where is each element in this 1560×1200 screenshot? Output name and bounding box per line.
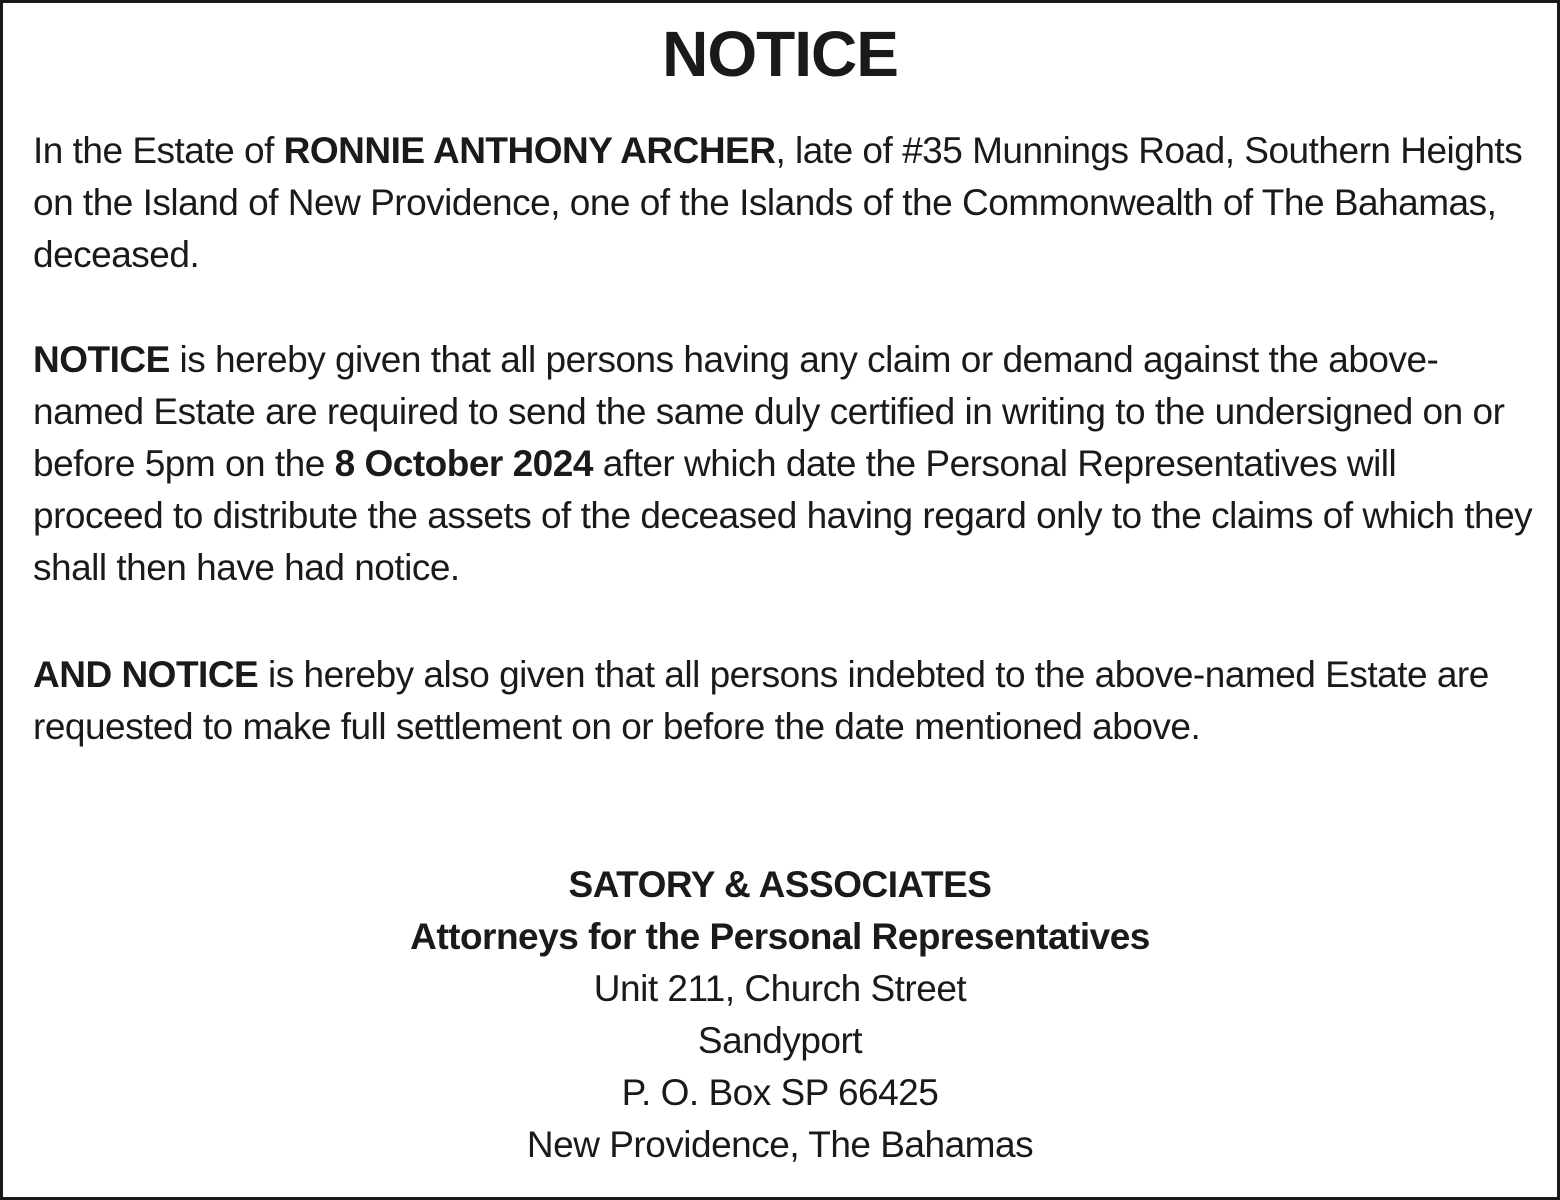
address-line-area: Sandyport: [697, 1020, 863, 1061]
debts-notice-lead: AND NOTICE: [33, 654, 259, 695]
address-line-street: Unit 211, Church Street: [593, 968, 967, 1009]
address-line-po-box: P. O. Box SP 66425: [621, 1072, 939, 1113]
address-line-country: New Providence, The Bahamas: [526, 1124, 1034, 1165]
firm-role: Attorneys for the Personal Representatives: [410, 916, 1150, 957]
signature-block: [3, 859, 1557, 1171]
deadline-date: 8 October 2024: [334, 443, 593, 484]
debts-paragraph: [33, 649, 1533, 753]
estate-paragraph: [33, 125, 1533, 281]
claims-text-before-date: is hereby given that all persons having any claim or demand against the above-named Estate are required to send the same duly certified in writing to the undersigned on or before 5pm on the: [33, 339, 1505, 484]
notice-title: NOTICE: [662, 18, 898, 90]
claims-text-after-date: after which date the Personal Representatives will proceed to distribute the assets of the deceased having regard only to the claims of which they shall then have had notice.: [33, 443, 1533, 588]
claims-paragraph: [33, 334, 1533, 594]
debts-text: is hereby also given that all persons indebted to the above-named Estate are requested to make full settlement on or before the date mentioned above.: [33, 654, 1489, 747]
firm-name: SATORY & ASSOCIATES: [568, 864, 992, 905]
estate-lead-text: In the Estate of: [33, 130, 284, 171]
estate-address-text: , late of #35 Munnings Road, Southern Heights on the Island of New Providence, one of the Islands of the Commonwealth of The Bahamas, deceased.: [33, 130, 1523, 275]
claims-notice-lead: NOTICE: [33, 339, 170, 380]
deceased-name: RONNIE ANTHONY ARCHER: [283, 130, 776, 171]
